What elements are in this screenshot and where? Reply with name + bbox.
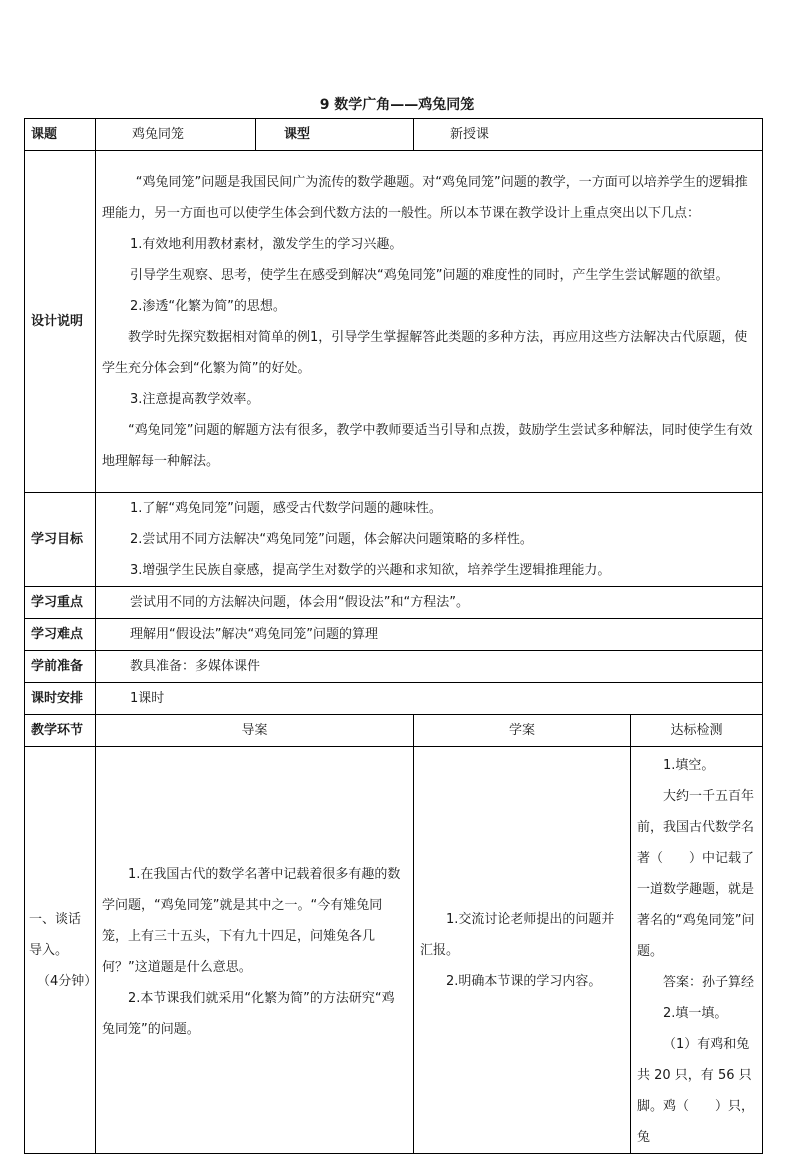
- phases-label: 教学环节: [25, 715, 96, 747]
- check-item: 1.填空。: [663, 758, 715, 773]
- difficulty-text: 理解用“假设法”解决“鸡兔同笼”问题的算理: [96, 619, 763, 651]
- phase1-title: 一、谈话导入。: [29, 911, 82, 958]
- design-paragraph: 3.注意提高教学效率。: [130, 391, 260, 407]
- goal-item: 2.尝试用不同方法解决“鸡兔同笼”问题，体会解决问题策略的多样性。: [130, 532, 533, 547]
- goals-label: 学习目标: [25, 493, 96, 587]
- design-paragraph: “鸡兔同笼”问题是我国民间广为流传的数学趣题。对“鸡兔同笼”问题的教学，一方面可以培养学生的逻辑推理能力，另一方面也可以使学生体会到代数方法的一般性。所以本节课在教学设计上重点突出以下几点：: [102, 174, 748, 221]
- type-value: 新授课: [414, 119, 763, 151]
- document-title: 9 数学广角——鸡兔同笼: [319, 97, 475, 113]
- schedule-row: [25, 683, 763, 715]
- course-value: 鸡兔同笼: [96, 119, 256, 151]
- design-paragraph: 2.渗透“化繁为简”的思想。: [130, 298, 286, 314]
- phase1-study: [414, 747, 631, 1154]
- difficulty-label: 学习难点: [25, 619, 96, 651]
- guide-item: 1.在我国古代的数学名著中记载着很多有趣的数学问题，“鸡兔同笼”就是其中之一。“今有雉兔同笼，上有三十五头，下有九十四足，问雉兔各几何？”这道题是什么意思。: [102, 866, 401, 975]
- course-label: 课题: [25, 119, 96, 151]
- key-point-label: 学习重点: [25, 587, 96, 619]
- preparation-row: [25, 651, 763, 683]
- study-item: 2.明确本节课的学习内容。: [446, 973, 602, 989]
- design-label: 设计说明: [25, 151, 96, 493]
- goal-item: 3.增强学生民族自豪感，提高学生对数学的兴趣和求知欲，培养学生逻辑推理能力。: [130, 563, 611, 578]
- preparation-text: 教具准备：多媒体课件: [96, 651, 763, 683]
- study-column-header: 学案: [414, 715, 631, 747]
- design-row: [25, 151, 763, 493]
- schedule-label: 课时安排: [25, 683, 96, 715]
- phases-header-row: [25, 715, 763, 747]
- phase1-row: [25, 747, 763, 1154]
- key-point-text: 尝试用不同的方法解决问题，体会用“假设法”和“方程法”。: [96, 587, 763, 619]
- type-label: 课型: [256, 119, 414, 151]
- lesson-plan-table: [24, 118, 763, 1154]
- check-item: 大约一千五百年前，我国古代数学名著（ ）中记载了一道数学趣题，就是著名的“鸡兔同笼”问题。: [637, 789, 755, 959]
- schedule-text: 1课时: [96, 683, 763, 715]
- check-item: 2.填一填。: [663, 1006, 728, 1021]
- design-paragraph: 1.有效地利用教材素材，激发学生的学习兴趣。: [130, 236, 403, 252]
- goals-row: [25, 493, 763, 587]
- key-point-row: [25, 587, 763, 619]
- difficulty-row: [25, 619, 763, 651]
- design-paragraph: 教学时先探究数据相对简单的例1，引导学生掌握解答此类题的多种方法，再应用这些方法解决古代原题，使学生充分体会到“化繁为简”的好处。: [102, 329, 748, 376]
- goal-item: 1.了解“鸡兔同笼”问题，感受古代数学问题的趣味性。: [130, 501, 442, 516]
- check-item: 答案：孙子算经: [663, 975, 755, 990]
- course-row: [25, 119, 763, 151]
- phase1-check: [631, 747, 763, 1154]
- design-paragraph: 引导学生观察、思考，使学生在感受到解决“鸡兔同笼”问题的难度性的同时，产生学生尝试解题的欲望。: [130, 267, 729, 283]
- guide-column-header: 导案: [96, 715, 414, 747]
- study-item: 1.交流讨论老师提出的问题并汇报。: [420, 911, 615, 958]
- check-column-header: 达标检测: [631, 715, 763, 747]
- phase1-duration: （4分钟）: [37, 973, 98, 989]
- goals-content: [96, 493, 763, 587]
- design-content: [96, 151, 763, 493]
- check-item: （1）有鸡和兔共 20 只，有 56 只脚。鸡（ ）只，兔: [637, 1037, 755, 1145]
- phase1-name: [25, 747, 96, 1154]
- preparation-label: 学前准备: [25, 651, 96, 683]
- design-paragraph: “鸡兔同笼”问题的解题方法有很多，教学中教师要适当引导和点拨，鼓励学生尝试多种解法，同时使学生有效地理解每一种解法。: [102, 422, 753, 469]
- guide-item: 2.本节课我们就采用“化繁为简”的方法研究“鸡兔同笼”的问题。: [102, 990, 395, 1037]
- phase1-guide: [96, 747, 414, 1154]
